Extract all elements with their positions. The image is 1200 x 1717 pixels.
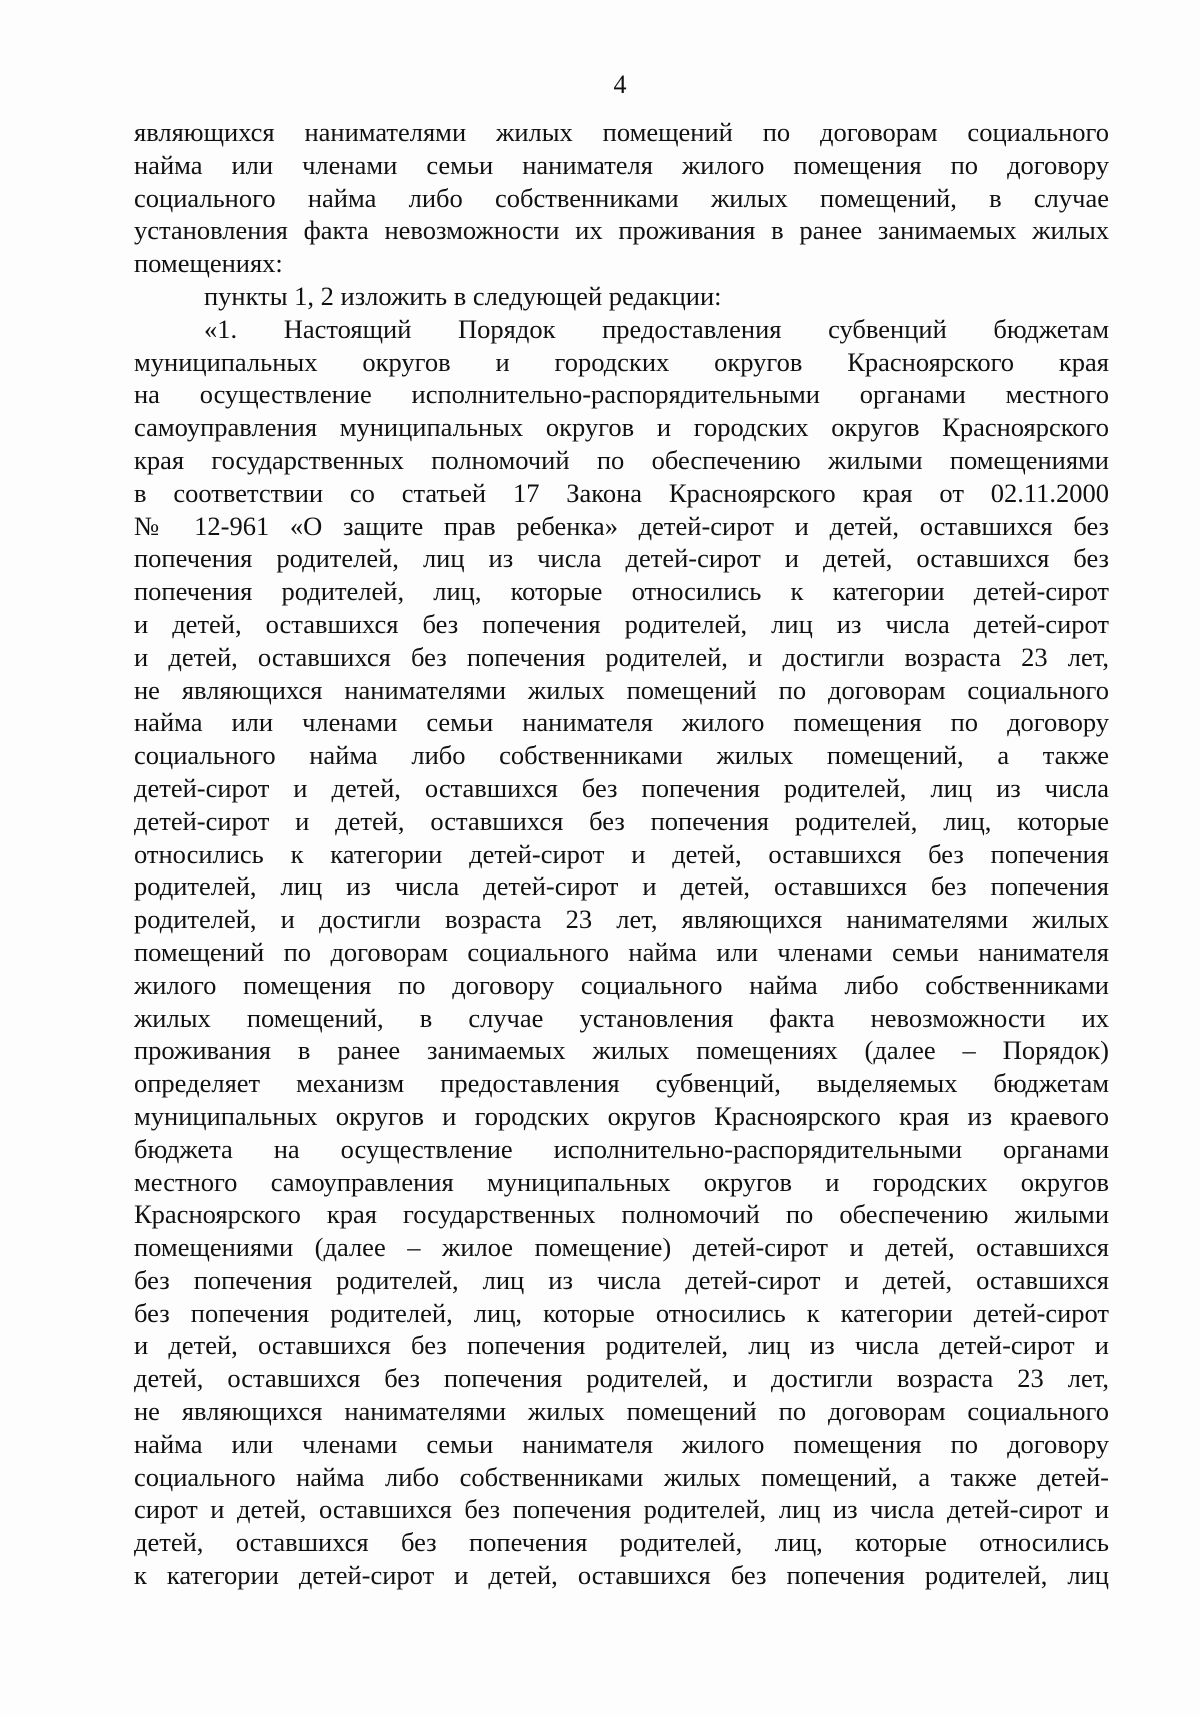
text-line: помещениями (далее – жилое помещение) детей-сирот и детей, оставшихся [134, 1232, 1109, 1263]
text-line: определяет механизм предоставления субвенций, выделяемых бюджетам [134, 1068, 1109, 1099]
text-line: жилых помещений, в случае установления факта невозможности их [134, 1002, 1109, 1033]
text-line: помещений по договорам социального найма или членами семьи нанимателя [134, 936, 1109, 967]
text-line: найма или членами семьи нанимателя жилого помещения по договору [134, 149, 1109, 180]
text-line: социального найма либо собственниками жилых помещений, а также [134, 740, 1109, 771]
text-line: установления факта невозможности их проживания в ранее занимаемых жилых [134, 215, 1109, 246]
text-line: попечения родителей, лиц из числа детей-сирот и детей, оставшихся без [134, 543, 1109, 574]
text-line: помещениях: [134, 248, 283, 279]
text-line: являющихся нанимателями жилых помещений по договорам социального [134, 117, 1109, 147]
text-line: и детей, оставшихся без попечения родителей, лиц из числа детей-сирот [134, 608, 1109, 639]
document-body-text [134, 116, 1109, 1592]
text-line: найма или членами семьи нанимателя жилого помещения по договору [134, 1428, 1109, 1459]
text-line: социального найма либо собственниками жилых помещений, а также детей- [134, 1461, 1109, 1492]
text-line: найма или членами семьи нанимателя жилого помещения по договору [134, 707, 1109, 738]
text-line: «1. Настоящий Порядок предоставления субвенций бюджетам [204, 313, 1109, 344]
text-line: сирот и детей, оставшихся без попечения родителей, лиц из числа детей-сирот и [134, 1494, 1109, 1525]
text-line: без попечения родителей, лиц из числа детей-сирот и детей, оставшихся [134, 1264, 1109, 1295]
text-line: детей, оставшихся без попечения родителей, и достигли возраста 23 лет, [134, 1363, 1109, 1394]
text-line: на осуществление исполнительно-распорядительными органами местного [134, 379, 1109, 410]
text-line: не являющихся нанимателями жилых помещений по договорам социального [134, 674, 1109, 705]
text-line: местного самоуправления муниципальных округов и городских округов [134, 1166, 1109, 1197]
text-line: края государственных полномочий по обеспечению жилыми помещениями [134, 444, 1109, 475]
text-line: попечения родителей, лиц, которые относились к категории детей-сирот [134, 576, 1109, 607]
text-line: жилого помещения по договору социального найма либо собственниками [134, 969, 1109, 1000]
text-line: не являющихся нанимателями жилых помещений по договорам социального [134, 1396, 1109, 1427]
text-line: социального найма либо собственниками жилых помещений, в случае [134, 182, 1109, 213]
text-line: пункты 1, 2 изложить в следующей редакции: [204, 280, 722, 311]
text-line: бюджета на осуществление исполнительно-распорядительными органами [134, 1133, 1109, 1164]
text-line: родителей, и достигли возраста 23 лет, являющихся нанимателями жилых [134, 904, 1109, 935]
text-line: детей-сирот и детей, оставшихся без попечения родителей, лиц из числа [134, 772, 1109, 803]
text-line: № 12-961 «О защите прав ребенка» детей-сирот и детей, оставшихся без [134, 510, 1109, 541]
text-line: муниципальных округов и городских округов Красноярского края [134, 346, 1109, 377]
text-line: относились к категории детей-сирот и детей, оставшихся без попечения [134, 838, 1109, 869]
text-line: и детей, оставшихся без попечения родителей, и достигли возраста 23 лет, [134, 641, 1109, 672]
text-line: Красноярского края государственных полномочий по обеспечению жилыми [134, 1199, 1109, 1230]
text-line: детей, оставшихся без попечения родителей, лиц, которые относились [134, 1527, 1109, 1558]
text-line: самоуправления муниципальных округов и городских округов Красноярского [134, 412, 1109, 443]
text-line: без попечения родителей, лиц, которые относились к категории детей-сирот [134, 1297, 1109, 1328]
text-line: детей-сирот и детей, оставшихся без попечения родителей, лиц, которые [134, 805, 1109, 836]
text-line: и детей, оставшихся без попечения родителей, лиц из числа детей-сирот и [134, 1330, 1109, 1361]
text-line: к категории детей-сирот и детей, оставшихся без попечения родителей, лиц [134, 1560, 1109, 1591]
text-line: муниципальных округов и городских округов Красноярского края из краевого [134, 1100, 1109, 1131]
text-line: родителей, лиц из числа детей-сирот и детей, оставшихся без попечения [134, 871, 1109, 902]
page-number: 4 [613, 70, 627, 99]
text-line: проживания в ранее занимаемых жилых помещениях (далее – Порядок) [134, 1035, 1109, 1066]
text-line: в соответствии со статьей 17 Закона Красноярского края от 02.11.2000 [134, 477, 1109, 508]
